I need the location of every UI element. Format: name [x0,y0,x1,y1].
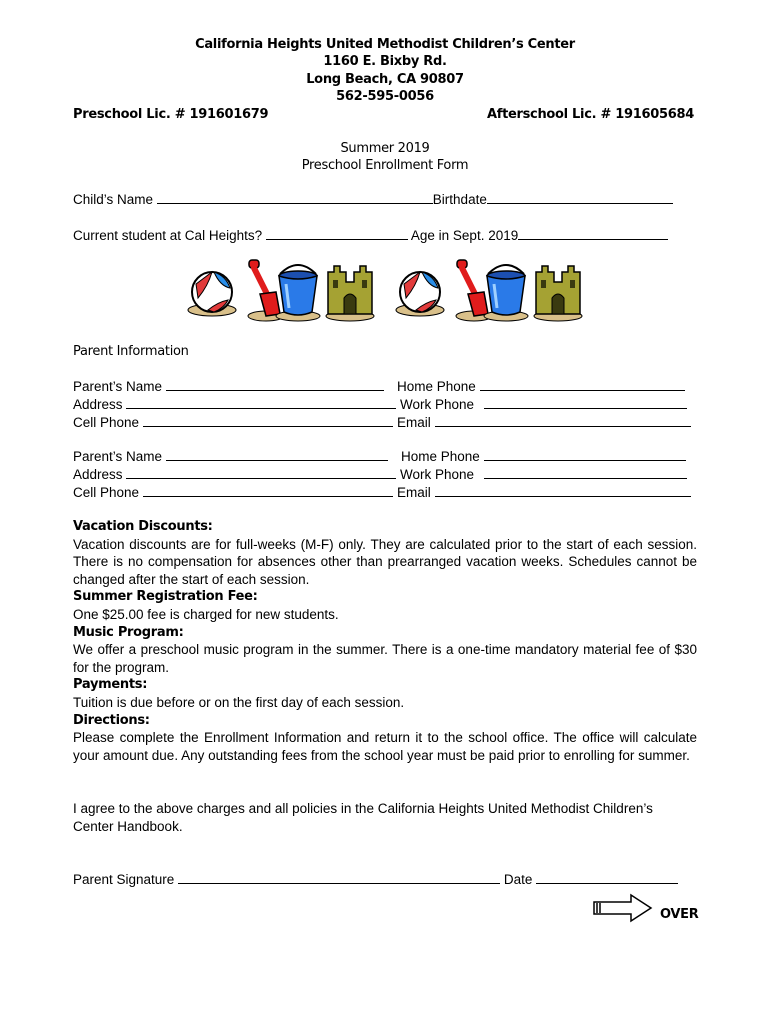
current-student-label: Current student at Cal Heights? [73,228,263,243]
parent1-home-phone-label: Home Phone [397,379,476,394]
parent1-address-field[interactable] [126,396,396,409]
vacation-heading: Vacation Discounts: [73,519,213,534]
parent2-email-label: Email [397,485,431,500]
directions-text: Please complete the Enrollment Information and return it to the school office. The office will calculate your amount due. Any outstanding fees from the school year must be paid prior to enrolling for summer. [73,730,697,763]
child-name-field[interactable] [157,191,433,204]
address-line1: 1160 E. Bixby Rd. [323,54,447,69]
parent2-home-phone-field[interactable] [484,448,686,461]
registration-text: One $25.00 fee is charged for new students. [73,606,339,622]
signature-row [73,871,678,888]
parent2-email-field[interactable] [435,484,691,497]
parent1-cell-label: Cell Phone [73,415,140,430]
parent-signature-field[interactable] [178,871,500,884]
date-field[interactable] [536,871,678,884]
payments-text: Tuition is due before or on the first day of each session. [73,694,405,710]
parent1-home-phone-field[interactable] [480,378,685,391]
parent2-cell-field[interactable] [143,484,393,497]
parent1-email-row [397,414,691,431]
parent1-cell-field[interactable] [143,414,393,427]
parent1-name-row [73,378,384,395]
current-student-field[interactable] [266,227,408,240]
parent2-address-label: Address [73,467,123,482]
phone-number: 562-595-0056 [336,89,434,104]
payments-heading: Payments: [73,677,148,693]
birthdate-field[interactable] [487,191,673,204]
org-name: California Heights United Methodist Children’s Center [195,37,575,52]
parent1-work-phone-field[interactable] [484,396,687,409]
directions-heading: Directions: [73,712,150,728]
parent2-name-label: Parent’s Name [73,449,163,464]
date-label: Date [503,872,533,887]
parent2-work-phone-label: Work Phone [400,467,475,482]
form-title: Preschool Enrollment Form [301,158,469,173]
agreement-text: I agree to the above charges and all policies in the California Heights United Methodist Children’s Center Handbook. [73,801,653,834]
form-season: Summer 2019 [340,141,430,156]
music-heading: Music Program: [73,624,184,640]
parent2-address-row [73,466,396,483]
policy-sections [73,518,697,764]
parent2-home-phone-row [401,448,686,465]
parent1-work-phone-label: Work Phone [400,397,475,412]
music-text: We offer a preschool music program in the summer. There is a one-time mandatory material fee of $30 for the program. [73,642,697,675]
parent1-email-field[interactable] [435,414,691,427]
parent1-home-phone-row [397,378,685,395]
parent2-work-phone-row [400,466,687,483]
registration-heading: Summer Registration Fee: [73,589,258,605]
age-label: Age in Sept. 2019 [410,228,519,243]
beach-clipart [186,258,586,324]
parent2-name-field[interactable] [166,448,388,461]
age-field[interactable] [518,227,668,240]
address-line2: Long Beach, CA 90807 [306,72,464,87]
parent2-address-field[interactable] [126,466,396,479]
birthdate-label: Birthdate [432,192,487,207]
preschool-license: Preschool Lic. # 191601679 [73,107,269,122]
parent1-email-label: Email [397,415,431,430]
over-arrow-svg [593,893,653,923]
parent2-home-phone-label: Home Phone [401,449,480,464]
afterschool-license: Afterschool Lic. # 191605684 [486,107,694,122]
current-student-row [73,227,668,244]
parent2-email-row [397,484,691,501]
beach-clipart-svg [186,258,586,324]
parent1-work-phone-row [400,396,687,413]
parent-signature-label: Parent Signature [73,872,175,887]
child-name-row [73,191,673,208]
parent1-cell-row [73,414,393,431]
parent1-address-row [73,396,396,413]
parent1-name-label: Parent’s Name [73,379,163,394]
parent-info-heading: Parent Information [73,344,189,359]
parent2-work-phone-field[interactable] [484,466,687,479]
child-name-label: Child’s Name [73,192,154,207]
parent2-name-row [73,448,388,465]
parent2-cell-row [73,484,393,501]
parent1-address-label: Address [73,397,123,412]
parent1-name-field[interactable] [166,378,384,391]
over-label: OVER [660,907,699,922]
parent2-cell-label: Cell Phone [73,485,140,500]
vacation-text: Vacation discounts are for full-weeks (M-F) only. They are calculated prior to the start of each session. There is no compensation for absences other than prearranged vacation weeks. Schedules cannot be changed after the start of each session. [73,536,697,587]
over-arrow-icon [593,893,653,926]
